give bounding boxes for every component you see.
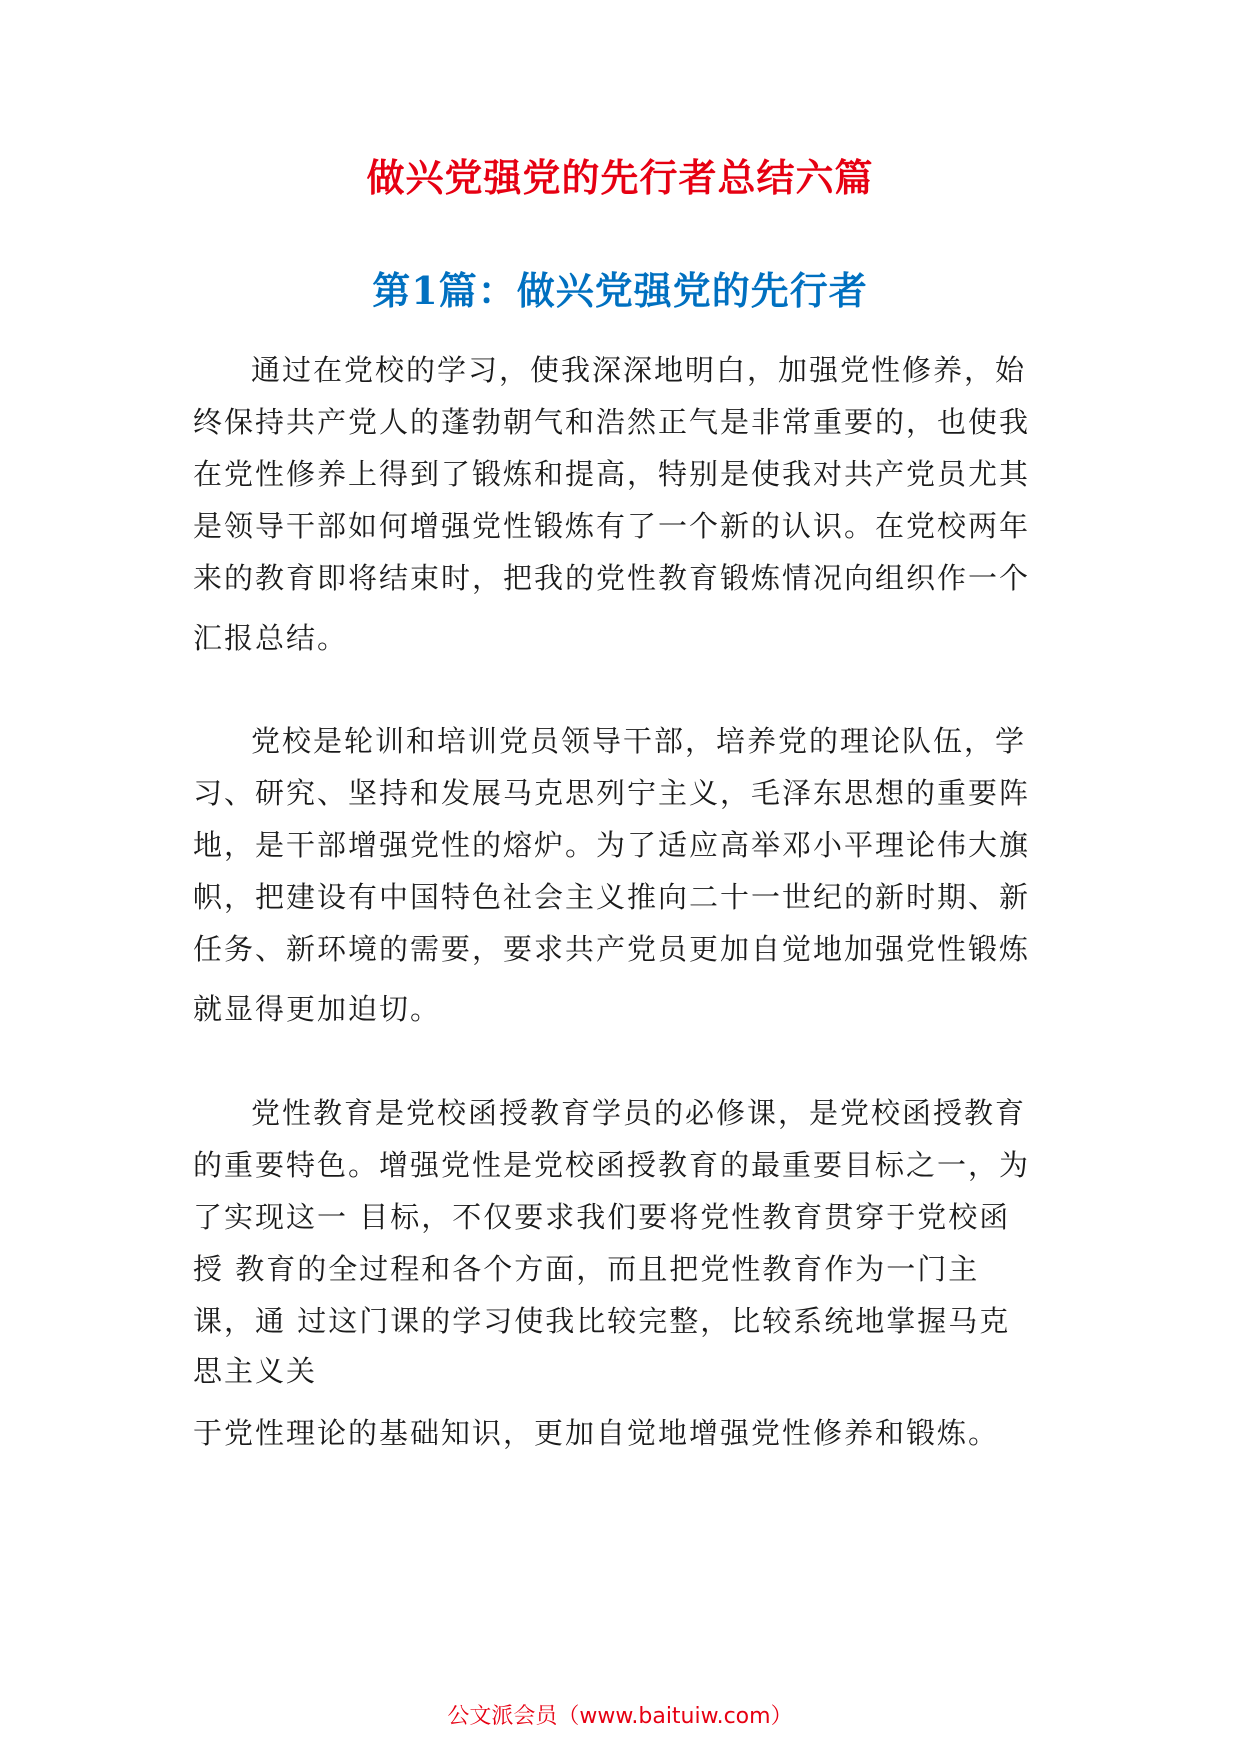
paragraph-line: 习、研究、坚持和发展马克思列宁主义，毛泽东思想的重要阵 xyxy=(193,776,1031,810)
paragraph-line: 汇报总结。 xyxy=(193,621,349,655)
document-title: 做兴党强党的先行者总结六篇 xyxy=(366,155,874,200)
paragraph-line: 了实现这一 目标，不仅要求我们要将党性教育贯穿于党校函 xyxy=(193,1200,1011,1234)
paragraph-line: 授 教育的全过程和各个方面，而且把党性教育作为一门主 xyxy=(193,1252,980,1286)
paragraph-line: 地，是干部增强党性的熔炉。为了适应高举邓小平理论伟大旗 xyxy=(193,828,1031,862)
footer-watermark: 公文派会员（www.baituiw.com） xyxy=(447,1704,793,1729)
paragraph-line: 课，通 过这门课的学习使我比较完整，比较系统地掌握马克 xyxy=(193,1304,1011,1338)
section-title: 第1篇：做兴党强党的先行者 xyxy=(372,268,868,313)
paragraph-line: 就显得更加迫切。 xyxy=(193,992,442,1026)
paragraph-line: 来的教育即将结束时，把我的党性教育锻炼情况向组织作一个 xyxy=(193,561,1031,595)
paragraph-line: 党性教育是党校函授教育学员的必修课，是党校函授教育 xyxy=(251,1096,1027,1130)
paragraph-line: 是领导干部如何增强党性锻炼有了一个新的认识。在党校两年 xyxy=(193,509,1031,543)
paragraph-line: 在党性修养上得到了锻炼和提高，特别是使我对共产党员尤其 xyxy=(193,457,1031,491)
paragraph-line: 任务、新环境的需要，要求共产党员更加自觉地加强党性锻炼 xyxy=(193,932,1031,966)
paragraph-line: 终保持共产党人的蓬勃朝气和浩然正气是非常重要的，也使我 xyxy=(193,405,1031,439)
paragraph-line: 的重要特色。增强党性是党校函授教育的最重要目标之一，为 xyxy=(193,1148,1031,1182)
paragraph-line: 帜，把建设有中国特色社会主义推向二十一世纪的新时期、新 xyxy=(193,880,1031,914)
paragraph-line: 党校是轮训和培训党员领导干部，培养党的理论队伍，学 xyxy=(251,724,1027,758)
paragraph-line: 于党性理论的基础知识，更加自觉地增强党性修养和锻炼。 xyxy=(193,1416,1000,1450)
paragraph-line: 思主义关 xyxy=(193,1354,318,1388)
paragraph-line: 通过在党校的学习，使我深深地明白，加强党性修养，始 xyxy=(251,353,1027,387)
